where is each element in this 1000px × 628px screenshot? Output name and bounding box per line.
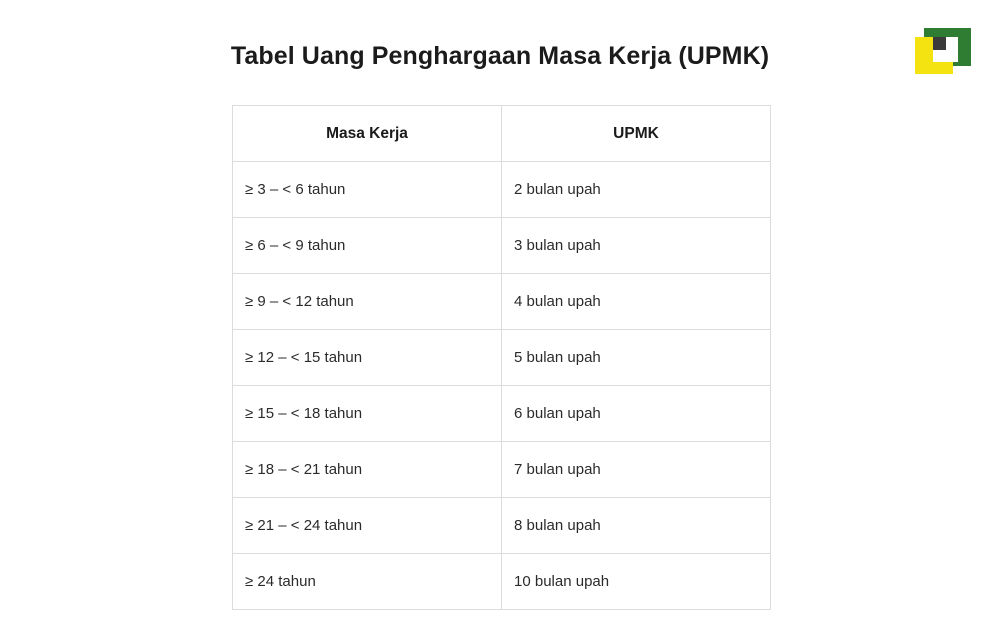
cell-masa-kerja: ≥ 24 tahun [233,554,502,610]
cell-masa-kerja: ≥ 18 – < 21 tahun [233,442,502,498]
cell-masa-kerja: ≥ 9 – < 12 tahun [233,274,502,330]
cell-masa-kerja: ≥ 6 – < 9 tahun [233,218,502,274]
upmk-table [232,105,771,610]
brand-logo-icon [915,28,971,74]
cell-upmk: 4 bulan upah [502,274,771,330]
table-row [233,274,771,330]
table-header-row [233,106,771,162]
cell-masa-kerja: ≥ 21 – < 24 tahun [233,498,502,554]
table-header [233,106,771,162]
upmk-table-container [232,105,770,610]
cell-upmk: 3 bulan upah [502,218,771,274]
column-header-masa-kerja: Masa Kerja [233,106,502,162]
column-header-upmk: UPMK [502,106,771,162]
table-row [233,386,771,442]
cell-masa-kerja: ≥ 12 – < 15 tahun [233,330,502,386]
cell-upmk: 6 bulan upah [502,386,771,442]
logo-dark-block [933,37,946,50]
cell-upmk: 5 bulan upah [502,330,771,386]
table-row [233,554,771,610]
table-row [233,498,771,554]
cell-masa-kerja: ≥ 3 – < 6 tahun [233,162,502,218]
table-row [233,330,771,386]
table-row [233,162,771,218]
table-body [233,162,771,610]
cell-upmk: 7 bulan upah [502,442,771,498]
cell-upmk: 10 bulan upah [502,554,771,610]
table-row [233,218,771,274]
cell-upmk: 2 bulan upah [502,162,771,218]
cell-masa-kerja: ≥ 15 – < 18 tahun [233,386,502,442]
cell-upmk: 8 bulan upah [502,498,771,554]
table-row [233,442,771,498]
page-title: Tabel Uang Penghargaan Masa Kerja (UPMK) [230,42,770,70]
